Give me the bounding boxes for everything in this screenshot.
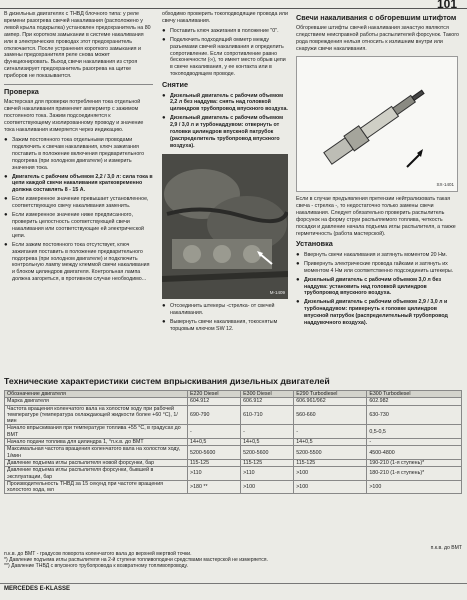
table-row — [5, 405, 462, 425]
table-cell: 610-710 — [241, 405, 294, 425]
table-cell: >180 ** — [188, 480, 241, 494]
table-cell: Частота вращения коленчатого вала на холостом ходу при рабочей температуре (температура охлаждающей жидкости более +60 °С), 1/мин — [5, 405, 188, 425]
note-line: **) Давление ТНВД с впускного трубопровода к возвратному топливопроводу. — [4, 563, 188, 570]
table-cell: 630-730 — [367, 405, 462, 425]
table-cell: 5200-5500 — [294, 446, 367, 460]
table-cell: Давление подъема иглы распылителя форсунки, бывшей в эксплуатации, бар — [5, 467, 188, 481]
table-cell: Давление подъема иглы распылителя новой форсунки, бар — [5, 459, 188, 466]
note-right: п.к.в. до ВМТ — [430, 545, 462, 551]
bullet-icon: ● — [296, 276, 300, 283]
bullet-icon: ● — [162, 115, 166, 122]
bullet-item: ● Привернуть электрические провода гайками и затянуть их моментом 4 Нм или соответственно подсоединить штекеры. — [296, 260, 454, 274]
table-cell: - — [367, 439, 462, 446]
table-cell: 14+0,5 — [188, 439, 241, 446]
table-row — [5, 446, 462, 460]
burned-paragraph: Обгоревшие штифты свечей накаливания зачастую являются следствием неисправной работы распылителей форсунок. Такого рода повреждения нельзя относить к излишним внутри или снаружи свечи накаливания. — [296, 25, 459, 53]
bullet-item: ● Поставить ключ зажигания в положение "0". — [162, 27, 279, 34]
table-cell: 606.961/962 — [294, 398, 367, 405]
bullet-icon: ● — [4, 212, 8, 219]
table-cell: 560-660 — [294, 405, 367, 425]
bullet-icon: ● — [162, 36, 166, 43]
table-cell: 5200-5600 — [188, 446, 241, 460]
column-middle — [162, 11, 288, 334]
bullet-icon: ● — [162, 92, 166, 99]
bullet-item: ● Если измеренное значение превышает установленное, соответствующую свечу накаливания заменить. — [4, 196, 149, 210]
bullet-item: ● Если зажим постоянного тока отсутствует, ключ зажигания поставить в положение предварительного подогрева (при холодном двигателе) и подключить контрольную лампу между клеммой свечи накаливания и блоком цилиндров двигателя. Контрольная лампа должна загореться, в противном случае необходимо... — [4, 241, 150, 283]
table-cell: Начало подачи топлива для цилиндра 1, °п.к.в. до ВМТ — [5, 439, 188, 446]
note-line: п.к.в. до ВМТ - градусов поворота коленчатого вала до верхней мертвой точки. — [4, 551, 192, 557]
complaint-paragraph: Если в случае предъявления претензии нейтрализовать такая свеча - стрелка -, то недостаточно только замены свечи накаливания. Следует обязательно проверить распылитель форсунок на форму струи распыляемого топлива, четкость посадки и давление начала подъема иглы распылителя, а также герметичность (работа мастерской). — [296, 196, 456, 237]
table-cell: 604.912 — [188, 398, 241, 405]
bullet-item: ● Отсоединить штекеры -стрелка- от свечей накаливания. — [162, 302, 275, 316]
bullet-item: ● Дизельный двигатель с рабочим объемом 2,2 л без наддува: снять над головкой цилиндров трубопровод впускного воздуха. — [162, 92, 288, 113]
top-rule — [0, 8, 467, 9]
table-cell: 5200-5600 — [241, 446, 294, 460]
table-cell: 115-125 — [294, 459, 367, 466]
table-row — [5, 459, 462, 466]
table-title: Технические характеристики систем впрыскивания дизельных двигателей — [4, 376, 330, 386]
table-cell: 115-125 — [188, 459, 241, 466]
heading-installation: Установка — [296, 239, 333, 249]
column-right — [296, 11, 462, 329]
intro-paragraph: В дизельных двигателях с ТНВД блочного типа: у реле времени разогрева свечей накаливания (расположено у левой крыла подкрылка) установлен предохранитель на 80 ампер. При коротком замыкании в системе накаливания или в электрических проводах этот предохранитель отключается. После устранения короткого замыкания и замены предохранителя реле снова может функционировать. Выход свечи накаливания из строя сигнализирует предохранитель разогрева на щитке приборов не показывается. — [4, 11, 151, 80]
note-line: *) Давление подъема иглы распылителя на 2-й ступени топливоподачи средствами мастерской не измеряется. — [4, 557, 268, 564]
continued-paragraph: обходимо проверить токоподводящие провода или свечу накаливания. — [162, 11, 288, 24]
photo-code: M-1409 — [269, 289, 285, 295]
bullet-item: ● Зажим постоянного тока отдельными проводами подключить к свечам накаливания, ключ зажигания поставить в положение включения предварительного подогрева (при холодном двигателе) и измерить значения тока. — [4, 137, 145, 171]
table-row — [5, 425, 462, 439]
bullet-item: ● Дизельный двигатель с рабочим объемом 2,9 / 3,0 л и турбонаддувом: привернуть к головке цилиндров впускной патрубок (распределительный трубопровод наддувочного воздуха). — [296, 299, 448, 327]
glow-plug-illustration — [296, 56, 458, 192]
bullet-icon: ● — [162, 318, 166, 325]
table-row — [5, 398, 462, 405]
heading-removal: Снятие — [162, 80, 189, 90]
table-notes — [4, 545, 462, 570]
bullet-icon: ● — [4, 137, 8, 143]
table-cell: Начало впрыскивания при температуре топлива +55 °С, в градусах до ВМТ — [5, 425, 188, 439]
table-cell: >110 — [241, 467, 294, 481]
table-header-cell: E220 Diesel — [188, 391, 241, 398]
table-cell: >100 — [367, 480, 462, 494]
table-header-cell: E290 Turbodiesel — [294, 391, 367, 398]
table-cell: >100 — [241, 480, 294, 494]
table-cell: 14+0,5 — [241, 439, 294, 446]
table-cell: - — [188, 425, 241, 439]
table-cell: Производительность ТНВД за 15 секунд при частоте вращения холостого хода, мл — [5, 480, 188, 494]
table-header-cell: Обозначение двигателя — [5, 391, 188, 398]
engine-photo — [162, 154, 288, 299]
bullet-icon: ● — [296, 299, 300, 306]
bullet-item: ● Дизельный двигатель с рабочим объемом 2,9 / 3,0 л и турбонаддувом: отвернуть от головки цилиндров впускной патрубок (распределитель трубопровод впускного воздуха). — [162, 115, 284, 149]
table-cell: Максимальная частота вращения коленчатого вала на холостом ходу, 1/мин — [5, 446, 188, 460]
table-row — [5, 467, 462, 481]
heading-burned-glow-plug: Свечи накаливания с обгоревшим штифтом — [296, 13, 457, 22]
bullet-icon: ● — [296, 260, 300, 267]
table-cell: - — [294, 425, 367, 439]
table-cell: 115-125 — [241, 459, 294, 466]
table-cell: 14+0,5 — [294, 439, 367, 446]
bullet-item: ● Если измеренное значение ниже предписанного, проверить целостность соответствующей свечи накаливания или соответствующие ей электрической цепи. — [4, 212, 144, 239]
bullet-icon: ● — [162, 27, 166, 34]
table-cell: Марка двигателя — [5, 398, 188, 405]
table-cell: >100 — [294, 467, 367, 481]
table-cell: 690-790 — [188, 405, 241, 425]
bullet-item: ● Подключить подходящий омметр между разъемами свечей накаливания и определить сопротивление. Если сопротивление равно бесконечности (∞), то имеет место обрыв цепи в свече накаливания, у ее контакта или в токоподводящем проводе. — [162, 36, 286, 78]
illustration-code: SX-1401 — [436, 182, 454, 188]
table-row — [5, 439, 462, 446]
footer-title: MERCEDES E-KLASSE — [4, 586, 71, 592]
bullet-icon: ● — [4, 241, 8, 248]
bullet-icon: ● — [162, 302, 166, 309]
table-cell: 602.982 — [367, 398, 462, 405]
bullet-item: ● Ввернуть свечи накаливания и затянуть моментом 20 Нм. — [296, 251, 448, 258]
table-cell: 180-210 (1-я ступень)* — [367, 467, 462, 481]
bullet-icon: ● — [4, 196, 8, 203]
table-row — [5, 480, 462, 494]
bullet-icon: ● — [296, 251, 300, 258]
table-header-row — [5, 391, 462, 398]
bullet-item: ● Дизельный двигатель с рабочим объемом 3,0 л без наддува: установить над головкой цилиндров трубопровод впускного воздуха. — [296, 276, 442, 297]
table-header-cell: E300 Diesel — [241, 391, 294, 398]
heading-check: Проверка — [4, 87, 39, 97]
table-cell: - — [241, 425, 294, 439]
table-cell: 606.912 — [241, 398, 294, 405]
table-cell: >100 — [294, 480, 367, 494]
page-number: 101 — [436, 0, 457, 11]
bullet-item: ● Вывернуть свечи накаливания, токоснятым торцовым ключом SW 12. — [162, 318, 278, 332]
table-cell: 4500-4800 — [367, 446, 462, 460]
table-cell: 190-210 (1-я ступень)* — [367, 459, 462, 466]
bullet-item: ● Двигатель с рабочим объемом 2,2 / 3,0 л: сила тока в цепи каждой свечи накаливания кратковременно должна составлять 8 - 15 А. — [4, 173, 153, 194]
specs-table — [4, 390, 462, 494]
bullet-icon: ● — [4, 173, 8, 180]
footer-rule — [0, 583, 467, 584]
divider — [4, 84, 153, 85]
table-cell: >110 — [188, 467, 241, 481]
check-paragraph: Мастерская для проверки потребления тока отдельной свечей накаливания применяет амперметр с зажимом постоянного тока. Зажим подсоединяется к соответствующему изолированному проводу и значение тока накаливания измеряется через индикацию. — [4, 99, 144, 134]
table-cell: 0,5-0,5 — [367, 425, 462, 439]
column-left — [4, 11, 153, 285]
table-header-cell: E300 Turbodiesel — [367, 391, 462, 398]
